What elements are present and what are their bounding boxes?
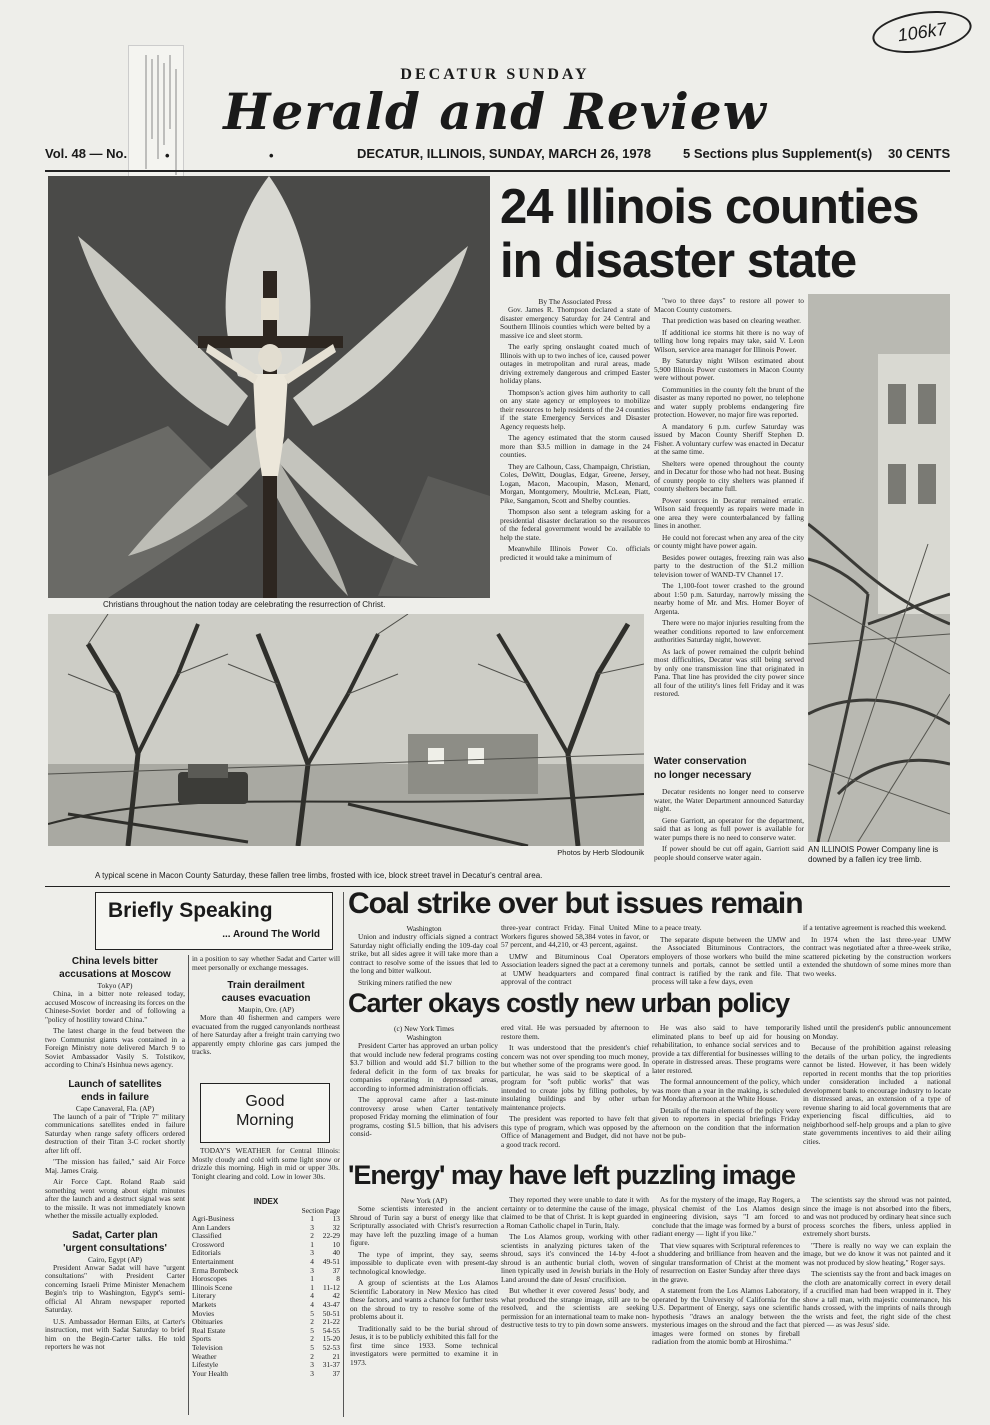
index-page: 43-47: [322, 1299, 340, 1309]
index-page: 8: [336, 1274, 340, 1284]
weather-report: [192, 1147, 340, 1193]
index-page: 22-29: [322, 1231, 340, 1241]
bullet-dot-icon: •: [165, 148, 170, 163]
index-section: 3: [310, 1248, 314, 1258]
briefly-title: Briefly Speaking: [108, 899, 273, 922]
train-head-line1: Train derailment: [227, 980, 305, 991]
paragraph: in a position to say whether Sadat and Carter will meet personally or exchange messages.: [192, 955, 340, 972]
energy-col2: [501, 1196, 649, 1404]
index-name: Obituaries: [192, 1317, 223, 1327]
coal-col2: [501, 924, 649, 990]
index-name: Sports: [192, 1334, 211, 1344]
index-name: Entertainment: [192, 1256, 234, 1266]
carter-dateline-source: (c) New York Times: [394, 1024, 454, 1033]
paragraph: If additional ice storms hit there is no way of telling how long repairs may take, said V. Leon Wilson, service area manager for Illinois Power.: [654, 327, 804, 354]
index-section: 4: [310, 1291, 314, 1301]
carter-col2: [501, 1024, 649, 1156]
index-name: Television: [192, 1342, 223, 1352]
index-section: 2: [310, 1231, 314, 1241]
index-section: 3: [310, 1360, 314, 1370]
paragraph: The approval came after a last-minute controversy arose when Carter tentatively proposed Friday morning the elimination of four programs, costing $1.5 billion, that his advisers consid-: [350, 1095, 498, 1138]
index-row: [192, 1327, 340, 1336]
index-page: 21: [332, 1351, 340, 1361]
paragraph: In 1974 when the last three-year UMW contract was negotiated after a three-week strike, scattered picketing by the construction workers extended the shutdown of some mines more than two weeks.: [803, 934, 951, 978]
index-page: 10: [332, 1239, 340, 1249]
energy-col3: [652, 1196, 800, 1404]
index-title: INDEX: [253, 1197, 279, 1206]
paragraph: Thompson also sent a telegram asking for a presidential disaster declaration so the resources of the federal government would be available to help the state.: [500, 507, 650, 542]
paragraph: It was understood that the president's chief concern was not over spending too much money, but whether some of the programs were good. In particular, he was said to be skeptical of a program for "soft public works" that was intended to create jobs by filling potholes, by insulating buildings and by other urban maintenance projects.: [501, 1043, 649, 1112]
paragraph: Some scientists interested in the ancient Shroud of Turin say a burst of energy like that Scripturally associated with Christ's resurrection may have left the puzzling image of a human figure.: [350, 1205, 498, 1247]
price: 30 CENTS: [888, 146, 951, 161]
lily-crucifix-photo: [48, 176, 490, 598]
index-section: 4: [310, 1256, 314, 1266]
index-name: Weather: [192, 1351, 217, 1361]
paragraph: Traditionally said to be the burial shroud of Jesus, it is to be publicly exhibited this fall for the first time since 1933. Some technical investigators were permitted to examine it in 1973.: [350, 1323, 498, 1367]
index-page: 11-12: [323, 1282, 340, 1292]
paragraph: The separate dispute between the UMW and the Associated Bituminous Contractors, the employers of those workers who build the mine tunnels and portals, cannot be settled until a contract is ratified by the rank and file. That process will take a few days, even: [652, 934, 800, 986]
index-name: Movies: [192, 1308, 215, 1318]
paragraph: Meanwhile Illinois Power Co. officials predicted it would take a minimum of: [500, 544, 650, 562]
index-header-page: Page: [325, 1206, 340, 1215]
carter-col1-text: [350, 1042, 498, 1176]
paragraph: They reported they were unable to date it with certainty or to determine the cause of the image, claimed to be that of Christ. It is kept guarded in a Roman Catholic chapel in Turin, Italy.: [501, 1196, 649, 1230]
paragraph: The Los Alamos group, working with other scientists in analyzing pictures taken of the shroud, says it's convinced the 14-by 4-foot shroud is an authentic burial cloth, woven of linen typically used in Jewish burials in the Holy Land around the date of Jesus' crucifixion.: [501, 1232, 649, 1284]
paragraph: A statement from the Los Alamos Laboratory, operated by the University of California for the U.S. Department of Energy, says one scientific hypothesis "draws an analogy between the mysterious images on the shroud and the fact that images were formed on stones by fireball radiation from the atomic bomb at Hiroshima.": [652, 1286, 800, 1346]
launch-dateline: Cape Canaveral, Fla. (AP): [75, 1103, 155, 1113]
index-section: 1: [310, 1282, 314, 1292]
paragraph: The scientists say the shroud was not painted, since the image is not absorbed into the fibers, and was not produced by ordinary heat since such process scorches the fibers, unless applied in extremely short bursts.: [803, 1196, 951, 1238]
index-name: Erma Bombeck: [192, 1265, 239, 1275]
paragraph: China, in a bitter note released today, accused Moscow of increasing its forces on the Chinese-Soviet border and of following a "policy of hostility toward China.": [45, 990, 185, 1024]
energy-dateline: New York (AP): [400, 1196, 448, 1205]
index-table: [192, 1197, 340, 1378]
street-photo-caption: A typical scene in Macon County Saturday, these fallen tree limbs, frosted with ice, block street travel in Decatur's central area.: [95, 871, 543, 880]
paragraph: The early spring onslaught coated much of Illinois with up to two inches of ice, caused power outages in metropolitan and rural areas, made driving extremely dangerous and crimped Easter holiday plans.: [500, 342, 650, 385]
carter-col3: [652, 1024, 800, 1156]
paragraph: President Anwar Sadat will have "urgent consultations" with President Carter concerning Israeli Prime Minister Menachem Begin's trip to Washington, Egypt's semi-official Al Ahram newspaper reported Saturday.: [45, 1263, 185, 1314]
train-head: [192, 979, 340, 1005]
column-rule: [188, 955, 189, 1415]
paragraph: By Saturday night Wilson estimated about 5,900 Illinois Power customers in Macon County were without power.: [654, 356, 804, 382]
briefly-col1: [45, 955, 185, 1415]
paragraph: He could not forecast when any area of the city or county might have power again.: [654, 532, 804, 550]
launch-head-line2: ends in failure: [81, 1091, 149, 1103]
index-name: Real Estate: [192, 1325, 226, 1335]
energy-headline: 'Energy' may have left puzzling image: [348, 1160, 795, 1190]
paragraph: Because of the prohibition against releasing the details of the urban policy, the ingredients cannot be listed. However, it has been widely reported in recent months that the top priorities under consideration included a national development bank to encourage industry to locate in distressed areas, an extension of a type of revenue sharing to aid local governments that are experiencing fiscal difficulties, aid to neighborhood self-help groups and a plan to give state governments incentives to aid their ailing cities.: [803, 1043, 951, 1146]
china-dateline: Tokyo (AP): [97, 981, 133, 990]
carter-col4: [803, 1024, 951, 1156]
index-section: 2: [310, 1351, 314, 1361]
china-head-line1: China levels bitter: [71, 956, 159, 967]
china-head: [45, 955, 185, 981]
coal-headline: Coal strike over but issues remain: [348, 887, 803, 920]
launch-head-line1: Launch of satellites: [68, 1078, 162, 1090]
paragraph: He was also said to have temporarily eliminated plans to beef up aid for housing rehabilitation, to enhance social services and to provide a tax differential for businesses willing to operate in distressed areas. These programs were later restored.: [652, 1024, 800, 1075]
briefly-speaking-box: [95, 892, 333, 950]
index-row: [192, 1301, 340, 1310]
paragraph: Besides power outages, freezing rain was also party to the destruction of the $1.2 million television tower of WAND-TV Channel 17.: [654, 552, 804, 579]
index-section: 3: [310, 1265, 314, 1275]
water-subhead-line1: Water conservation: [654, 756, 747, 767]
paragraph: The latest charge in the feud between the two Communist giants was contained in a Foreign Ministry note delivered March 9 to Soviet Ambassador Vasily S. Tolstikov, according to China's Hsinhua news agency.: [45, 1026, 185, 1069]
paragraph: The scientists say the front and back images on the cloth are anatomically correct in every detail if a crucified man had been wrapped in it. They show a tall man, with majestic countenance, his hands crossed, with the imprints of nails through the wrists and feet, the right side of the chest pierced — as was Jesus' side.: [803, 1269, 951, 1329]
index-name: Classified: [192, 1231, 222, 1241]
paragraph: U.S. Ambassador Herman Eilts, at Carter's instruction, met with Sadat Saturday to brief him on the Begin-Carter talks. He told reporters he was not: [45, 1316, 185, 1351]
lead-story-col2: [654, 297, 804, 753]
lead-byline: By The Associated Press: [538, 297, 612, 306]
paragraph: Air Force Capt. Roland Raab said something went wrong about eight minutes after the launch and a destruct signal was sent to the missile. It was not immediately known whether the missile actually exploded.: [45, 1177, 185, 1220]
index-page: 15-20: [322, 1334, 340, 1344]
index-page: 32: [332, 1222, 340, 1232]
index-section: 1: [310, 1214, 314, 1223]
power-line-caption: AN ILLINOIS Power Company line is downed by a fallen icy tree limb.: [808, 845, 939, 864]
briefly-col2: [192, 955, 340, 1060]
train-head-line2: causes evacuation: [221, 993, 311, 1004]
coal-col1-text: [350, 933, 498, 989]
index-name: Literary: [192, 1291, 216, 1301]
index-header-section: Section: [301, 1206, 324, 1215]
paragraph: Striking miners ratified the new: [358, 977, 453, 987]
paragraph: Union and industry officials signed a contract Saturday night officially ending the 109-day coal strike, but all sides agree it will take more than a contract to resolve some of the issues that led to the long and bitter walkout.: [350, 933, 498, 975]
sections-count: 5 Sections plus Supplement(s): [683, 146, 873, 161]
index-section: 5: [310, 1325, 314, 1335]
paragraph: If power should be cut off again, Garriott said people should conserve water again.: [654, 844, 804, 862]
index-page: 54-55: [322, 1325, 340, 1335]
launch-text: [45, 1113, 185, 1224]
paragraph: "The mission has failed," said Air Force Maj. James Craig.: [45, 1157, 185, 1175]
index-section: 3: [310, 1222, 314, 1232]
paragraph: More than 40 fishermen and campers were evacuated from the rugged canyonlands northeast of here Saturday after a freight train carrying two apparently empty chlorine gas cars jumped the tracks.: [192, 1014, 340, 1056]
index-section: 1: [310, 1274, 314, 1284]
paragraph: As for the mystery of the image, Ray Rogers, a physical chemist of the Los Alamos design engineering division, says "I am forced to conclude that the image was formed by a burst of radiant energy — light if you like.": [652, 1196, 800, 1238]
paragraph: The type of imprint, they say, seems impossible to duplicate even with present-day technological knowledge.: [350, 1249, 498, 1276]
handwritten-note: 106k7: [870, 5, 975, 59]
masthead-info-bar: [45, 146, 950, 166]
coal-col3: [652, 924, 800, 990]
good-morning-line1: Good: [245, 1093, 285, 1110]
index-name: Markets: [192, 1299, 217, 1309]
train-dateline: Maupin, Ore. (AP): [238, 1005, 294, 1014]
masthead-kicker: DECATUR SUNDAY: [400, 66, 590, 83]
china-text: [45, 990, 185, 1073]
paragraph: to a peace treaty.: [652, 924, 702, 932]
photo-credit: Photos by Herb Slodounik: [557, 848, 644, 857]
paragraph: A mandatory 6 p.m. curfew Saturday was issued by Macon County Sheriff Stephen D. Fisher. A voluntary curfew was enacted in Decatur at the same time.: [654, 421, 804, 456]
paragraph: That view squares with Scriptural references to a shuddering and brilliance from heaven and the singular transformation of Christ at the moment of resurrection on Easter Sunday after three days in the grave.: [652, 1240, 800, 1284]
paragraph: A group of scientists at the Los Alamos Scientific Laboratory in New Mexico has cited these factors, and wants a chance for further tests on the shroud to try to resolve some of the problems about it.: [350, 1278, 498, 1321]
coal-col1: [350, 924, 498, 989]
paragraph: But whether it ever covered Jesus' body, and what produced the strange image, still are to be resolved, and the scientists are seeking permission for an international team to make non-destructive tests to try to pin down some answers.: [501, 1286, 649, 1329]
index-row: [192, 1370, 340, 1379]
energy-col1: [350, 1196, 498, 1405]
lead-headline-line2: in disaster state: [500, 234, 857, 288]
bullet-dot-icon: •: [269, 148, 274, 163]
paragraph: The agency estimated that the storm caused more than $3.5 million in damage in the 24 counties.: [500, 433, 650, 459]
sadat-text: [45, 1264, 185, 1355]
index-page: 37: [332, 1368, 340, 1378]
index-page: 40: [332, 1248, 340, 1258]
briefly-subtitle: ... Around The World: [222, 929, 320, 940]
paragraph: President Carter has approved an urban policy that would include new federal programs costing $3.7 billion and would add $1.7 billion to the federal deficit in the form of tax breaks for companies operating in depressed areas, according to informed administration officials.: [350, 1042, 498, 1093]
index-page: 13: [332, 1214, 340, 1223]
paragraph: "two to three days" to restore all power to Macon County customers.: [654, 297, 804, 314]
coal-dateline: Washington: [406, 924, 442, 933]
water-subhead: [654, 755, 806, 783]
energy-col1-text: [350, 1205, 498, 1405]
masthead-rule: [45, 170, 950, 172]
paragraph: lished until the president's public announcement on Monday.: [803, 1024, 951, 1041]
paragraph: "There is really no way we can explain the image, but we do know it was not painted and it was not produced by slow heating," Roger says.: [803, 1240, 951, 1267]
paragraph: if a tentative agreement is reached this weekend.: [803, 924, 947, 932]
index-page: 37: [332, 1265, 340, 1275]
index-section: 1: [310, 1239, 314, 1249]
index-rows: [192, 1215, 340, 1378]
index-section: 4: [310, 1299, 314, 1309]
paragraph: Communities in the county felt the brunt of the disaster as many reported no power, no telephone and water supply problems endangering fire protection. However, no major fire was reported.: [654, 384, 804, 419]
street-ice-photo: [48, 614, 644, 846]
paragraph: Decatur residents no longer need to conserve water, the Water Department announced Saturday night.: [654, 788, 804, 813]
index-section: 2: [310, 1317, 314, 1327]
index-page: 42: [332, 1291, 340, 1301]
paragraph: Gov. James R. Thompson declared a state of disaster emergency Saturday for 24 Central and Southern Illinois counties which were belted by a massive ice and sleet storm.: [500, 306, 650, 340]
index-name: Ann Landers: [192, 1222, 231, 1232]
paragraph: Thompson's action gives him authority to call on any state agency or employees to mobilize their resources to help residents of the 24 counties if the state Emergency Services and Disaster Agency requests help.: [500, 387, 650, 431]
good-morning-line2: Morning: [236, 1112, 294, 1129]
paragraph: three-year contract Friday. Final United Mine Workers figures showed 58,384 votes in favor, or 57 percent, and 44,210, or 43 percent, against.: [501, 924, 649, 949]
china-head-line2: accusations at Moscow: [59, 969, 171, 980]
sadat-head-line1: Sadat, Carter plan: [72, 1229, 158, 1241]
paragraph: That prediction was based on clearing weather.: [662, 316, 801, 325]
index-name: Crossword: [192, 1239, 225, 1249]
sadat-head-line2: 'urgent consultations': [63, 1242, 167, 1254]
train-text: [192, 1014, 340, 1060]
carter-headline: Carter okays costly new urban policy: [348, 988, 790, 1018]
lily-photo-caption: Christians throughout the nation today are celebrating the resurrection of Christ.: [103, 600, 386, 609]
paragraph: Gene Garriott, an operator for the department, said that as long as full power is available for water pumps there is no need to conserve water.: [654, 815, 804, 842]
water-subhead-line2: no longer necessary: [654, 770, 752, 781]
paragraph: ered vital. He was persuaded by afternoon to restore them.: [501, 1024, 649, 1041]
index-section: 5: [310, 1342, 314, 1352]
index-page: 50-51: [322, 1308, 340, 1318]
lead-story-col1: [500, 297, 650, 616]
paragraph: UMW and Bituminous Coal Operators Association leaders signed the pact at a ceremony at UMW headquarters and compared final approval of the contract: [501, 951, 649, 986]
index-page: 21-22: [322, 1317, 340, 1327]
index-section: 3: [310, 1368, 314, 1378]
paragraph: The formal announcement of the policy, which was more than a year in the making, is scheduled for Monday afternoon at the White House.: [652, 1077, 800, 1103]
paragraph: The launch of a pair of "Triple 7" military communications satellites ended in failure Saturday when range safety officers ordered destruction of their Titan 3-C rocket shortly after lift off.: [45, 1112, 185, 1155]
paragraph: There were no major injuries resulting from the weather conditions reported to law enforcement authorities Saturday night, however.: [654, 618, 804, 644]
index-name: Illinois Scene: [192, 1282, 233, 1292]
column-rule: [343, 892, 344, 1417]
index-name: Your Health: [192, 1368, 228, 1378]
paragraph: Shelters were opened throughout the county and in Decatur for those who had not heat. Busing of county people to city shelters was planned if county shelters became full.: [654, 458, 804, 493]
index-page: 49-51: [322, 1256, 340, 1266]
masthead-title: Herald and Review: [223, 82, 767, 141]
paragraph: Power sources in Decatur remained erratic. Wilson said frequently as repairs were made in one area they were counterbalanced by falling lines in another.: [654, 495, 804, 530]
lead-headline-line1: 24 Illinois counties: [500, 180, 919, 234]
paragraph: As lack of power remained the culprit behind most difficulties, Decatur was still being served by only one transmission line that originated in Pana. That line has provided the city power since all four of the utility's lines fell Friday and it was restored.: [654, 646, 804, 698]
dateline-location-date: DECATUR, ILLINOIS, SUNDAY, MARCH 26, 1978: [357, 146, 652, 161]
volume-number: Vol. 48 — No.: [45, 146, 128, 161]
paragraph: TODAY'S WEATHER for Central Illinois: Mostly cloudy and cold with some light snow or drizzle this morning. High in mid or upper 30s. Tonight clearing and cold. Low in lower 30s.: [192, 1147, 340, 1181]
energy-col4: [803, 1196, 951, 1404]
carter-dateline-city: Washington: [406, 1033, 442, 1042]
index-name: Lifestyle: [192, 1360, 219, 1370]
coal-col4: [803, 924, 951, 990]
carter-col1: [350, 1024, 498, 1176]
index-name: Editorials: [192, 1248, 221, 1258]
good-morning-box: [200, 1083, 330, 1143]
index-section: 2: [310, 1334, 314, 1344]
lead-headline: [500, 180, 950, 288]
paragraph: They are Calhoun, Cass, Champaign, Christian, Coles, DeWitt, Douglas, Edgar, Greene, Jersey, Logan, Macon, Macoupin, Mason, Menard, Morgan, Montgomery, Moultrie, McLean, Piatt, Pike, Sangamon, Scott and Shelby counties.: [500, 461, 650, 505]
paragraph: The president was reported to have felt that this type of program, which was opposed by the Office of Management and Budget, did not have a good track record.: [501, 1114, 649, 1149]
index-name: Agri-Business: [192, 1214, 235, 1223]
sadat-continued: [192, 955, 340, 975]
sadat-dateline: Cairo, Egypt (AP): [88, 1254, 142, 1264]
power-line-photo: [808, 294, 950, 842]
water-story: [654, 788, 804, 880]
paragraph: Details of the main elements of the policy were given to reporters in special briefings Friday afternoon on the condition that the information not be pub-: [652, 1105, 800, 1140]
index-section: 5: [310, 1308, 314, 1318]
index-page: 31-37: [322, 1360, 340, 1370]
index-page: 52-53: [322, 1342, 340, 1352]
lead-story-col1-text: [500, 306, 650, 616]
paragraph: The 1,100-foot tower crashed to the ground about 1:50 p.m. Saturday, narrowly missing the nearby home of Mr. and Mrs. Homer Boyer of Argenta.: [654, 581, 804, 616]
sadat-head: [45, 1229, 185, 1255]
index-name: Horoscopes: [192, 1274, 227, 1284]
launch-head: [45, 1078, 185, 1104]
